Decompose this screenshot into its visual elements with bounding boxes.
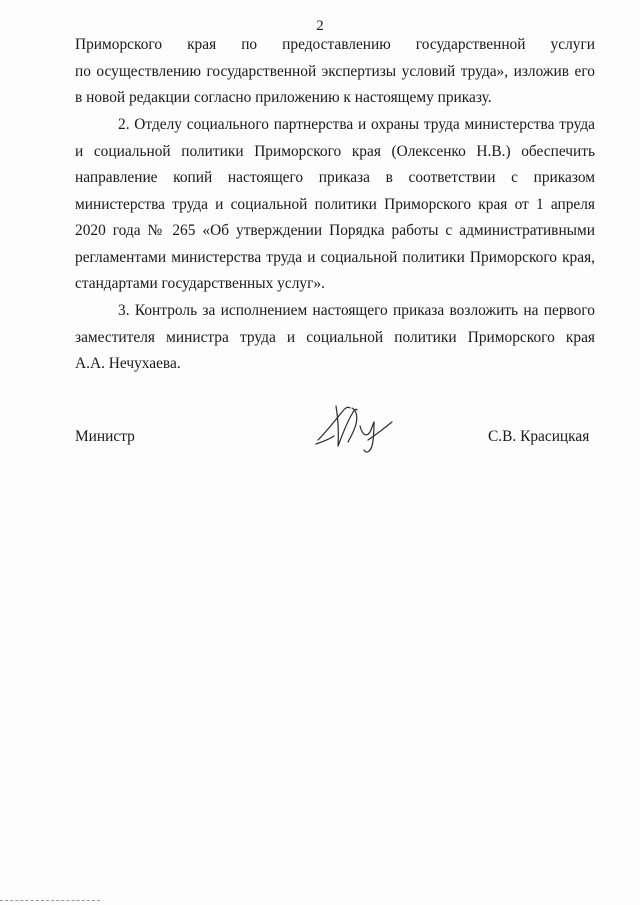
- text-line: и социальной политики Приморского края (Олексенко Н.В.) обеспечить: [75, 143, 595, 160]
- page-number: 2: [316, 18, 324, 34]
- text-line: стандартами государственных услуг».: [75, 275, 325, 292]
- signatory-name: С.В. Красицкая: [488, 428, 590, 445]
- text-line: заместителя министра труда и социальной политики Приморского края: [75, 329, 595, 346]
- text-line: министерства труда и социальной политики Приморского края от 1 апреля: [75, 196, 595, 213]
- text-line: регламентами министерства труда и социальной политики Приморского края,: [75, 249, 595, 266]
- text-line: 3. Контроль за исполнением настоящего приказа возложить на первого: [118, 302, 595, 319]
- text-line: направление копий настоящего приказа в соответствии с приказом: [75, 169, 595, 186]
- signatory-title: Министр: [75, 428, 135, 445]
- text-line: Приморского края по предоставлению государственной услуги: [75, 36, 595, 53]
- text-line: 2. Отделу социального партнерства и охраны труда министерства труда: [118, 116, 595, 133]
- handwritten-signature: [312, 396, 398, 460]
- text-line: А.А. Нечухаева.: [75, 355, 181, 372]
- text-line: в новой редакции согласно приложению к настоящему приказу.: [75, 89, 492, 106]
- text-line: 2020 года № 265 «Об утверждении Порядка работы с административными: [75, 222, 595, 239]
- text-line: по осуществлению государственной экспертизы условий труда», изложив его: [75, 63, 595, 80]
- footer-rule: [0, 900, 100, 901]
